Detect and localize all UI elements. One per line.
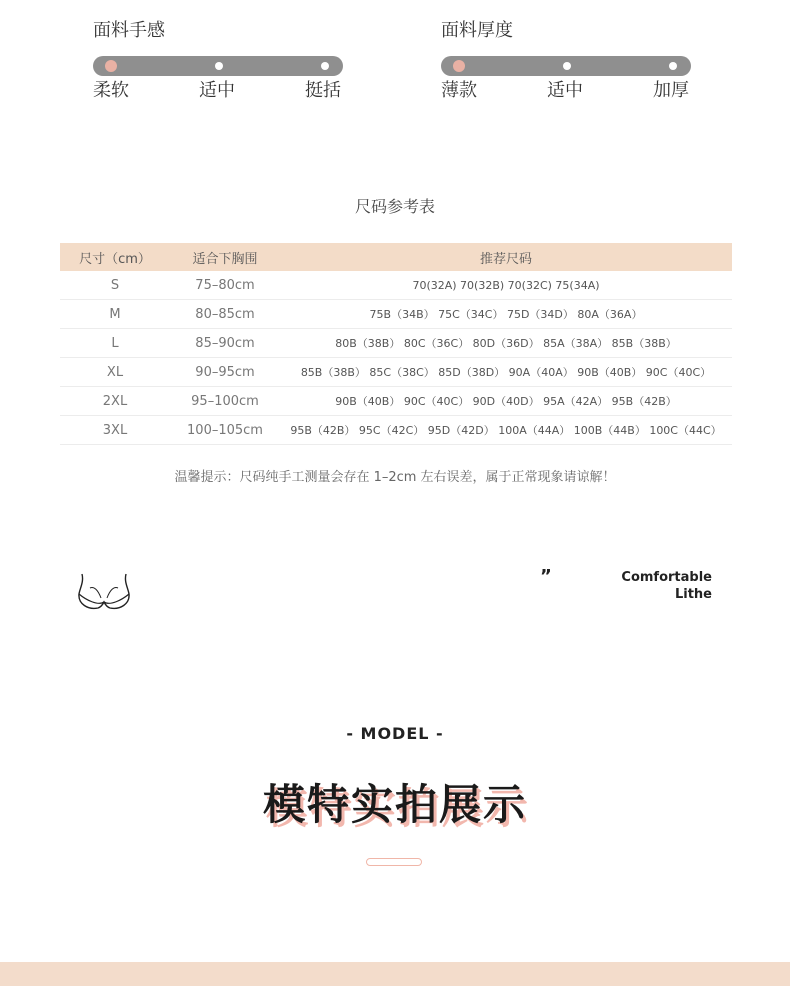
size-table-title: 尺码参考表 xyxy=(354,197,435,216)
size-cell: M xyxy=(60,300,170,329)
fabric-feel-level-1: 柔软 xyxy=(93,80,129,101)
underbust-cell: 90–95cm xyxy=(170,358,280,387)
size-cell: S xyxy=(60,271,170,300)
fabric-feel-labels xyxy=(93,78,343,104)
fabric-thickness-bar xyxy=(441,56,691,76)
size-cell: 2XL xyxy=(60,387,170,416)
table-row xyxy=(60,271,732,300)
quote-mark: ” xyxy=(540,566,552,587)
table-row xyxy=(60,300,732,329)
underbust-cell: 100–105cm xyxy=(170,416,280,445)
fabric-feel-dot-1 xyxy=(105,60,117,72)
underbust-cell: 95–100cm xyxy=(170,387,280,416)
table-row xyxy=(60,358,732,387)
underbust-cell: 85–90cm xyxy=(170,329,280,358)
tagline-line-2: Lithe xyxy=(674,587,712,602)
recommended-cell: 80B（38B） 80C（36C） 80D（36D） 85A（38A） 85B（38B） xyxy=(280,329,732,358)
tagline-line-1: Comfortable xyxy=(621,570,712,585)
fabric-thickness-title: 面料厚度 xyxy=(441,20,513,41)
recommended-cell: 95B（42B） 95C（42C） 95D（42D） 100A（44A） 100B（44B） 100C（44C） xyxy=(280,416,732,445)
table-row xyxy=(60,387,732,416)
bottom-band xyxy=(0,962,790,986)
fabric-feel-level-3: 挺括 xyxy=(305,80,341,101)
model-heading: 模特实拍展示 xyxy=(262,780,527,829)
fabric-thickness-level-3: 加厚 xyxy=(653,80,689,101)
fabric-thickness-dot-3 xyxy=(669,62,677,70)
fabric-thickness-labels xyxy=(441,78,691,104)
fabric-feel-title: 面料手感 xyxy=(93,20,165,41)
fabric-thickness-dot-2 xyxy=(563,62,571,70)
model-label: - MODEL - xyxy=(346,724,444,743)
recommended-cell: 85B（38B） 85C（38C） 85D（38D） 90A（40A） 90B（40B） 90C（40C） xyxy=(280,358,732,387)
fabric-thickness-dot-1 xyxy=(453,60,465,72)
bra-icon xyxy=(76,570,132,614)
model-divider xyxy=(366,858,422,866)
recommended-cell: 90B（40B） 90C（40C） 90D（40D） 95A（42A） 95B（42B） xyxy=(280,387,732,416)
header-recommended: 推荐尺码 xyxy=(280,243,732,271)
size-cell: 3XL xyxy=(60,416,170,445)
fabric-feel-level-2: 适中 xyxy=(199,80,235,101)
tagline xyxy=(621,569,712,603)
size-table xyxy=(60,243,732,445)
fabric-feel-dot-3 xyxy=(321,62,329,70)
fabric-feel-bar xyxy=(93,56,343,76)
recommended-cell: 70(32A) 70(32B) 70(32C) 75(34A) xyxy=(280,271,732,300)
fabric-thickness-level-1: 薄款 xyxy=(441,80,477,101)
table-row xyxy=(60,329,732,358)
size-table-note: 温馨提示：尺码纯手工测量会存在 1–2cm 左右误差，属于正常现象请谅解！ xyxy=(174,470,616,485)
header-size: 尺寸（cm） xyxy=(60,243,170,271)
fabric-feel-scale xyxy=(93,18,343,104)
size-cell: L xyxy=(60,329,170,358)
fabric-feel-dot-2 xyxy=(215,62,223,70)
underbust-cell: 75–80cm xyxy=(170,271,280,300)
size-cell: XL xyxy=(60,358,170,387)
fabric-thickness-scale xyxy=(441,18,691,104)
underbust-cell: 80–85cm xyxy=(170,300,280,329)
fabric-thickness-level-2: 适中 xyxy=(547,80,583,101)
size-table-header-row xyxy=(60,243,732,271)
header-underbust: 适合下胸围 xyxy=(170,243,280,271)
table-row xyxy=(60,416,732,445)
recommended-cell: 75B（34B） 75C（34C） 75D（34D） 80A（36A） xyxy=(280,300,732,329)
